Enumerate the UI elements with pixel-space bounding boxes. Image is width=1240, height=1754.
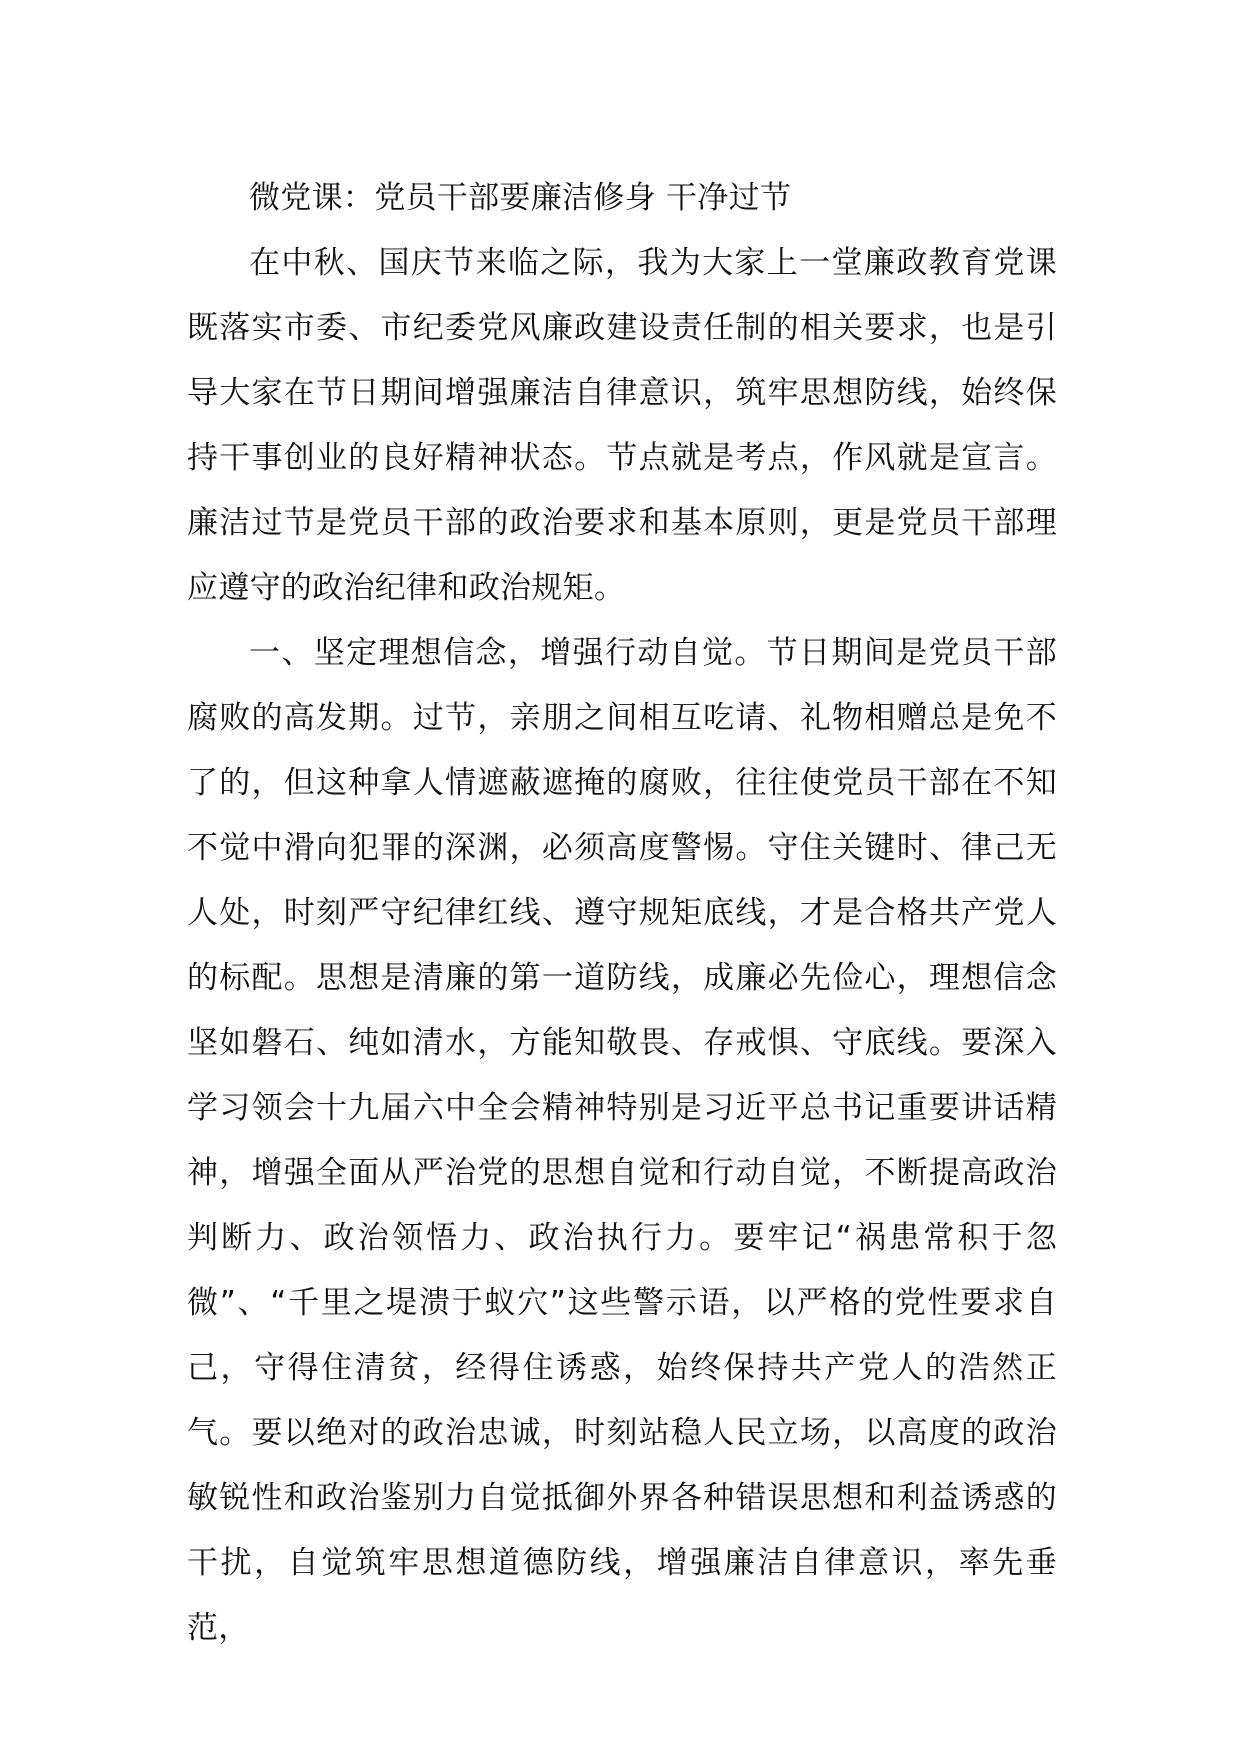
document-title: 微党课：党员干部要廉洁修身 干净过节	[249, 180, 792, 216]
paragraph-intro: 在中秋、国庆节来临之际，我为大家上一堂廉政教育党课既落实市委、市纪委党风廉政建设责任制的相关要求，也是引导大家在节日期间增强廉洁自律意识，筑牢思想防线，始终保持干事创业的良好精神状态。节点就是考点，作风就是宣言。廉洁过节是党员干部的政治要求和基本原则，更是党员干部理应遵守的政治纪律和政治规矩。	[187, 245, 1057, 606]
document-body	[187, 166, 1057, 1661]
paragraph-section-one: 一、坚定理想信念，增强行动自觉。节日期间是党员干部腐败的高发期。过节，亲朋之间相互吃请、礼物相赠总是免不了的，但这种拿人情遮蔽遮掩的腐败，往往使党员干部在不知不觉中滑向犯罪的深渊，必须高度警惕。守住关键时、律己无人处，时刻严守纪律红线、遵守规矩底线，才是合格共产党人的标配。思想是清廉的第一道防线，成廉必先俭心，理想信念坚如磐石、纯如清水，方能知敬畏、存戒惧、守底线。要深入学习领会十九届六中全会精神特别是习近平总书记重要讲话精神，增强全面从严治党的思想自觉和行动自觉，不断提高政治判断力、政治领悟力、政治执行力。要牢记“祸患常积于忽微”、“千里之堤溃于蚁穴”这些警示语，以严格的党性要求自己，守得住清贫，经得住诱惑，始终保持共产党人的浩然正气。要以绝对的政治忠诚，时刻站稳人民立场，以高度的政治敏锐性和政治鉴别力自觉抵御外界各种错误思想和利益诱惑的干扰，自觉筑牢思想道德防线，增强廉洁自律意识，率先垂范，	[187, 635, 1057, 1646]
